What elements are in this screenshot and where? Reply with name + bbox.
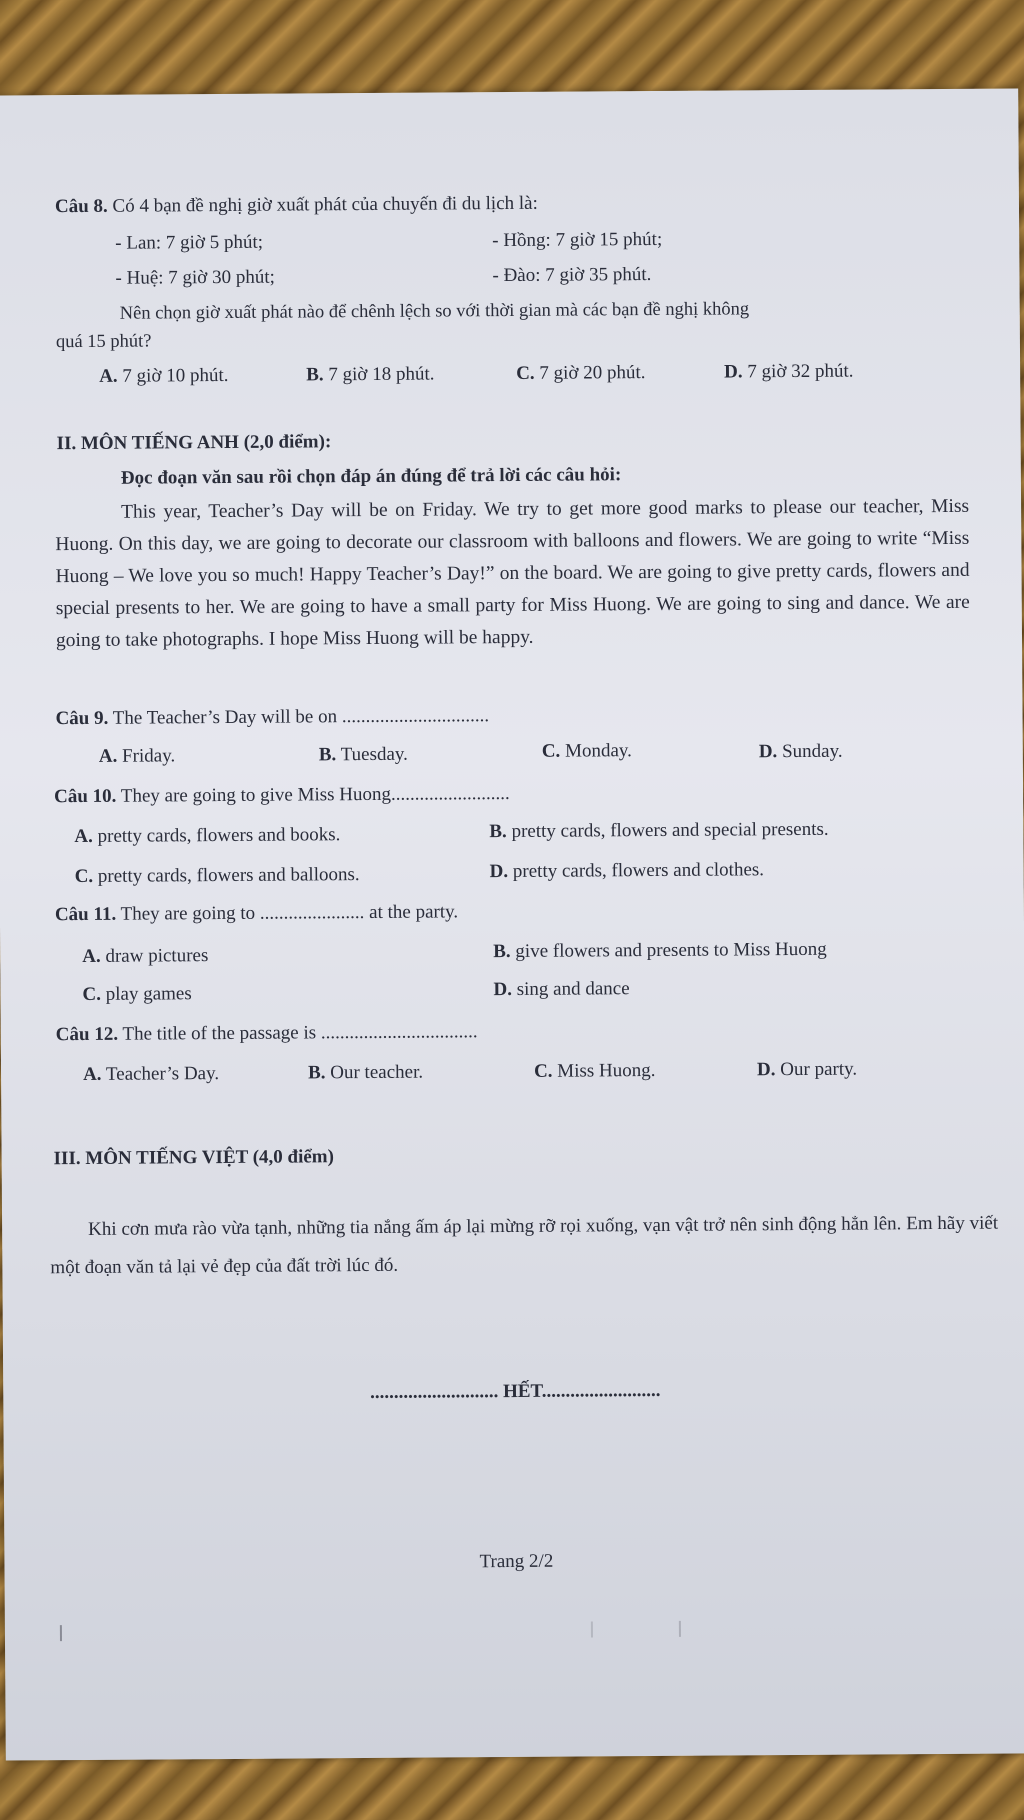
q9-label: Câu 9. (55, 707, 109, 730)
q9-answer-d-label: D. (758, 741, 778, 763)
q12-prompt (56, 1020, 478, 1047)
binder-mark-center (591, 1621, 593, 1637)
q8-answer-c-label: C. (516, 362, 535, 384)
q9-answer-b (319, 743, 408, 768)
q10-prompt (54, 782, 510, 809)
end-mark: ........................... HẾT......................... (369, 1379, 661, 1404)
q12-answer-c-text: Miss Huong. (557, 1060, 656, 1082)
q10-answer-c-label: C. (74, 865, 94, 888)
q8-answer-b (306, 363, 434, 388)
q10-answer-b-label: B. (489, 821, 507, 843)
q9-answer-c-label: C. (541, 740, 561, 762)
q9-answer-d (759, 740, 843, 765)
q8-answer-a-label: A. (99, 365, 118, 387)
q11-label: Câu 11. (54, 903, 117, 926)
q12-text: The title of the passage is ................................. (122, 1021, 478, 1045)
q9-answer-d-text: Sunday. (781, 740, 843, 763)
q9-answer-a-label: A. (98, 745, 118, 767)
q9-answer-b-label: B. (318, 744, 337, 766)
q8-question-line2: quá 15 phút? (55, 331, 152, 353)
q8-answer-c (516, 361, 646, 386)
q8-prompt (55, 192, 538, 219)
q12-answer-b (308, 1061, 423, 1086)
q11-answer-c (82, 982, 191, 1007)
english-section-heading: II. MÔN TIẾNG ANH (2,0 điểm): (56, 431, 332, 455)
q10-answer-a-text: pretty cards, flowers and books. (97, 824, 341, 847)
q11-answer-b-label: B. (493, 941, 511, 963)
q11-answer-d-label: D. (493, 979, 513, 1001)
q8-label: Câu 8. (54, 195, 108, 218)
q9-answer-a-text: Friday. (121, 745, 176, 767)
q9-answer-b-text: Tuesday. (340, 743, 408, 766)
q12-answer-b-label: B. (307, 1062, 326, 1084)
q8-option-dao: - Đào: 7 giờ 35 phút. (492, 264, 652, 287)
q10-answer-d-label: D. (489, 861, 509, 883)
q10-text: They are going to give Miss Huong......................... (120, 783, 510, 807)
q11-prompt (55, 900, 458, 927)
vietnamese-section-heading: III. MÔN TIẾNG VIỆT (4,0 điểm) (53, 1146, 334, 1170)
q11-answer-d-text: sing and dance (516, 978, 630, 1000)
q11-answer-a (82, 944, 208, 969)
q8-answer-a-text: 7 giờ 10 phút. (122, 364, 229, 387)
q11-answer-a-text: draw pictures (105, 945, 209, 967)
q10-answer-c (75, 863, 360, 889)
q12-answer-d-label: D. (756, 1059, 776, 1081)
q8-text: Có 4 bạn đề nghị giờ xuất phát của chuyến đi du lịch là: (112, 192, 538, 217)
q10-answer-b-text: pretty cards, flowers and special presents. (511, 818, 829, 843)
q8-option-hong: - Hồng: 7 giờ 15 phút; (492, 228, 663, 252)
q10-answer-d-text: pretty cards, flowers and clothes. (512, 859, 765, 882)
q12-answer-a-text: Teacher’s Day. (105, 1063, 220, 1085)
q12-label: Câu 12. (55, 1023, 119, 1046)
q9-answer-a (99, 744, 176, 769)
q8-answer-d (724, 360, 854, 385)
q11-answer-a-label: A. (82, 945, 101, 968)
q10-answer-b (489, 818, 828, 844)
q10-answer-a-label: A. (74, 825, 93, 848)
q8-answer-d-text: 7 giờ 32 phút. (747, 360, 854, 383)
english-passage: This year, Teacher’s Day will be on Friday. We try to get more good marks to please our teacher, Miss Huong. On this day, we are going to decorate our classroom with balloons and flowers. We are going to write “Miss Huong – We love you so much! Happy Teacher’s Day!” on the board. We are going to give pretty cards, flowers and special presents to her. We are going to have a small party for Miss Huong. We are going to sing and dance. We are going to take photographs. I hope Miss Huong will be happy. (55, 495, 970, 652)
q12-answer-d (757, 1058, 857, 1083)
q10-label: Câu 10. (54, 785, 117, 808)
q12-answer-c-label: C. (533, 1060, 553, 1082)
q11-text-after: at the party. (369, 901, 459, 923)
q8-answer-c-text: 7 giờ 20 phút. (539, 362, 646, 384)
q12-answer-d-text: Our party. (780, 1058, 858, 1081)
q11-answer-c-label: C. (82, 983, 102, 1006)
q11-answer-c-text: play games (105, 983, 192, 1005)
q8-answer-b-label: B. (306, 364, 324, 386)
q9-text: The Teacher’s Day will be on ............................... (112, 705, 490, 729)
q10-answer-c-text: pretty cards, flowers and balloons. (97, 864, 360, 887)
q12-answer-a-label: A. (82, 1063, 102, 1085)
q8-question-line1: Nên chọn giờ xuất phát nào để chênh lệch so với thời gian mà các bạn đề nghị không (119, 299, 750, 324)
q8-option-lan: - Lan: 7 giờ 5 phút; (115, 231, 264, 254)
binder-mark-left (60, 1625, 62, 1641)
page-number: Trang 2/2 (479, 1550, 554, 1573)
q11-answer-d (493, 977, 629, 1002)
q10-answer-d (490, 858, 765, 884)
q9-prompt (55, 704, 489, 731)
q9-answer-c-text: Monday. (564, 740, 632, 762)
exam-page (0, 88, 1024, 1760)
q8-answer-b-text: 7 giờ 18 phút. (328, 363, 435, 386)
vietnamese-prompt: Khi cơn mưa rào vừa tạnh, những tia nắng ấm áp lại mừng rỡ rọi xuống, vạn vật trở nên sinh động hẳn lên. Em hãy viết một đoạn văn tả lại vẻ đẹp của đất trời lúc đó. (50, 1212, 999, 1279)
q11-text-before: They are going to (120, 902, 256, 925)
q11-answer-b (493, 938, 827, 964)
q12-answer-a (83, 1062, 219, 1087)
q12-answer-c (534, 1059, 656, 1084)
q10-answer-a (74, 823, 340, 849)
q8-answer-a (99, 364, 229, 389)
q11-blank: ...................... (259, 902, 365, 924)
q8-answer-d-label: D. (724, 361, 743, 383)
q8-option-hue: - Huệ: 7 giờ 30 phút; (115, 266, 275, 289)
binder-mark-right (679, 1621, 681, 1637)
english-instruction: Đọc đoạn văn sau rồi chọn đáp án đúng để trả lời các câu hỏi: (120, 464, 622, 489)
q9-answer-c (542, 739, 632, 764)
q11-answer-b-text: give flowers and presents to Miss Huong (515, 938, 827, 962)
q12-answer-b-text: Our teacher. (330, 1061, 424, 1084)
